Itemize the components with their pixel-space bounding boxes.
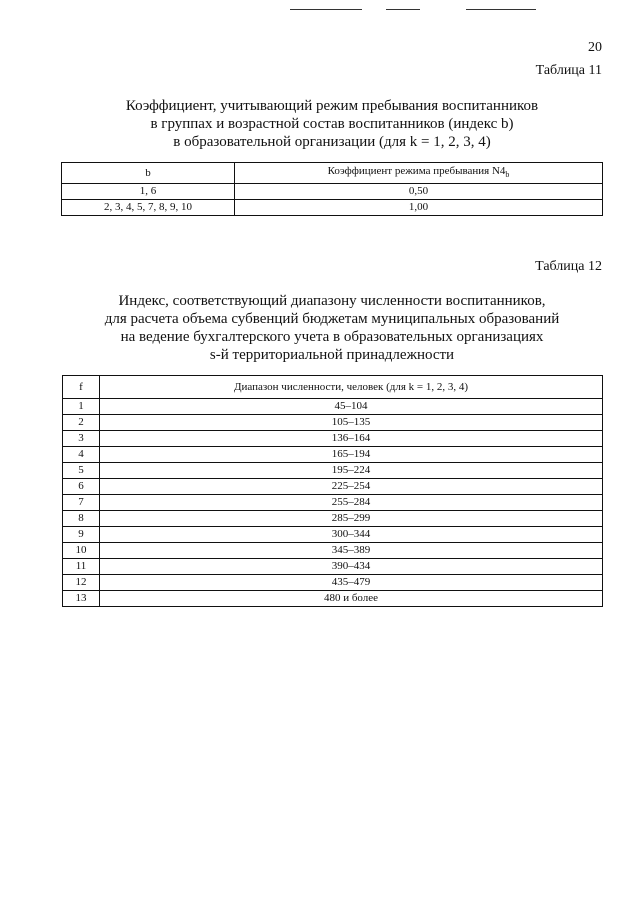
table-row: [63, 511, 603, 527]
cell-range: 165–194: [100, 447, 603, 463]
table-row: [63, 479, 603, 495]
cell-f: 3: [63, 431, 100, 447]
cell-f: 6: [63, 479, 100, 495]
table-row: [63, 527, 603, 543]
table-row: [63, 399, 603, 415]
cell-coefficient: 0,50: [235, 184, 603, 200]
table-row: [62, 200, 603, 216]
scan-artifact-line: [386, 9, 420, 10]
table-row: [62, 184, 603, 200]
cell-range: 435–479: [100, 575, 603, 591]
table-11-title-line: в образовательной организации (для k = 1, 2, 3, 4): [173, 134, 491, 150]
table-11-caption: Таблица 11: [535, 63, 602, 78]
scan-artifact-line: [466, 9, 536, 10]
table-row: [63, 463, 603, 479]
table-row: [63, 543, 603, 559]
cell-range: 390–434: [100, 559, 603, 575]
table-header-row: [63, 376, 603, 399]
table-12-title: [62, 292, 602, 364]
cell-b: 2, 3, 4, 5, 7, 8, 9, 10: [62, 200, 235, 216]
cell-f: 7: [63, 495, 100, 511]
cell-range: 225–254: [100, 479, 603, 495]
cell-range: 255–284: [100, 495, 603, 511]
column-header-f: f: [63, 376, 100, 399]
column-header-subscript: b: [505, 170, 510, 180]
cell-f: 11: [63, 559, 100, 575]
cell-range: 136–164: [100, 431, 603, 447]
table-row: [63, 495, 603, 511]
table-row: [63, 575, 603, 591]
table-11: [61, 162, 603, 216]
cell-range: 345–389: [100, 543, 603, 559]
table-12: [62, 375, 603, 607]
table-12-title-line: s-й территориальной принадлежности: [209, 347, 455, 363]
table-12-caption: Таблица 12: [535, 259, 602, 274]
column-header-b: b: [62, 163, 235, 184]
cell-coefficient: 1,00: [235, 200, 603, 216]
table-11-title-line: Коэффициент, учитывающий режим пребывания воспитанников: [125, 98, 539, 114]
table-12-title-line: Индекс, соответствующий диапазону численности воспитанников,: [118, 293, 546, 309]
cell-range: 105–135: [100, 415, 603, 431]
cell-f: 1: [63, 399, 100, 415]
table-row: [63, 591, 603, 607]
table-12-title-line: на ведение бухгалтерского учета в образовательных организациях: [120, 329, 544, 345]
table-11-title: [62, 97, 602, 151]
cell-range: 480 и более: [100, 591, 603, 607]
table-12-title-line: для расчета объема субвенций бюджетам муниципальных образований: [104, 311, 560, 327]
cell-range: 45–104: [100, 399, 603, 415]
column-header-text: Коэффициент режима пребывания N4: [327, 164, 506, 177]
cell-range: 285–299: [100, 511, 603, 527]
table-row: [63, 415, 603, 431]
table-header-row: [62, 163, 603, 184]
cell-f: 5: [63, 463, 100, 479]
cell-f: 2: [63, 415, 100, 431]
page-number: 20: [588, 40, 602, 55]
column-header-coefficient: [235, 163, 603, 184]
cell-range: 300–344: [100, 527, 603, 543]
cell-f: 8: [63, 511, 100, 527]
table-11-title-line: в группах и возрастной состав воспитанников (индекс b): [150, 116, 514, 132]
cell-f: 4: [63, 447, 100, 463]
cell-f: 13: [63, 591, 100, 607]
table-row: [63, 447, 603, 463]
cell-f: 9: [63, 527, 100, 543]
table-row: [63, 559, 603, 575]
cell-range: 195–224: [100, 463, 603, 479]
cell-b: 1, 6: [62, 184, 235, 200]
scan-artifact-line: [290, 9, 362, 10]
cell-f: 10: [63, 543, 100, 559]
table-row: [63, 431, 603, 447]
column-header-range: Диапазон численности, человек (для k = 1, 2, 3, 4): [100, 376, 603, 399]
cell-f: 12: [63, 575, 100, 591]
